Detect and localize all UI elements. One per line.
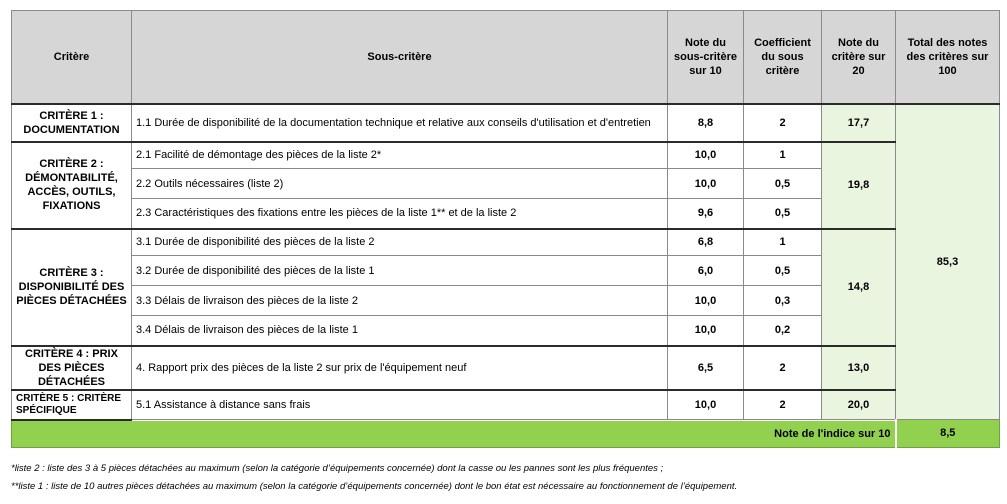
header-coefficient: Coefficient du sous critère (744, 11, 822, 104)
criterion-3-note: 14,8 (822, 229, 896, 346)
sub-criterion-note: 6,8 (668, 229, 744, 256)
sub-criterion-note: 6,0 (668, 256, 744, 286)
sub-criterion-label: 3.3 Délais de livraison des pièces de la liste 2 (132, 286, 668, 316)
sub-criterion-label: 5.1 Assistance à distance sans frais (132, 390, 668, 420)
sub-criterion-label: 2.3 Caractéristiques des fixations entre les pièces de la liste 1** et de la liste 2 (132, 199, 668, 229)
sub-criterion-coef: 1 (744, 142, 822, 169)
sub-criterion-note: 8,8 (668, 104, 744, 142)
criterion-2-name: CRITÈRE 2 : DÉMONTABILITÉ, ACCÈS, OUTILS, FIXATIONS (12, 142, 132, 229)
sub-criterion-note: 10,0 (668, 142, 744, 169)
criterion-2-note: 19,8 (822, 142, 896, 229)
sub-criterion-coef: 0,5 (744, 199, 822, 229)
criterion-1-note: 17,7 (822, 104, 896, 142)
sub-criterion-label: 3.2 Durée de disponibilité des pièces de la liste 1 (132, 256, 668, 286)
table-row (12, 229, 1000, 256)
sub-criterion-coef: 2 (744, 390, 822, 420)
table-row (12, 346, 1000, 390)
sub-criterion-coef: 0,5 (744, 169, 822, 199)
total-notes-value: 85,3 (896, 104, 1000, 420)
footnote-liste-2: *liste 2 : liste des 3 à 5 pièces détachées au maximum (selon la catégorie d’équipements concernée) dont la casse ou les pannes sont les plus fréquentes ; (11, 463, 664, 474)
sub-criterion-coef: 0,2 (744, 316, 822, 346)
footnotes (11, 460, 1001, 496)
sub-criterion-coef: 2 (744, 346, 822, 390)
sub-criterion-label: 1.1 Durée de disponibilité de la documentation technique et relative aux conseils d'utilisation et d'entretien (132, 104, 668, 142)
header-sous-critere: Sous-critère (132, 11, 668, 104)
index-label: Note de l'indice sur 10 (12, 420, 896, 448)
table-row (12, 104, 1000, 142)
header-row (12, 11, 1000, 104)
sub-criterion-coef: 1 (744, 229, 822, 256)
criterion-1-name: CRITÈRE 1 : DOCUMENTATION (12, 104, 132, 142)
criterion-5-name: CRITÈRE 5 : CRITÈRE SPÉCIFIQUE (12, 390, 132, 420)
sub-criterion-note: 6,5 (668, 346, 744, 390)
sub-criterion-coef: 0,3 (744, 286, 822, 316)
table-row (12, 390, 1000, 420)
sub-criterion-label: 2.1 Facilité de démontage des pièces de la liste 2* (132, 142, 668, 169)
header-note-sous-critere: Note du sous-critère sur 10 (668, 11, 744, 104)
sub-criterion-label: 4. Rapport prix des pièces de la liste 2 sur prix de l'équipement neuf (132, 346, 668, 390)
header-note-critere: Note du critère sur 20 (822, 11, 896, 104)
sub-criterion-note: 10,0 (668, 169, 744, 199)
sub-criterion-note: 10,0 (668, 316, 744, 346)
sub-criterion-note: 9,6 (668, 199, 744, 229)
score-table (11, 10, 1000, 448)
sub-criterion-coef: 2 (744, 104, 822, 142)
sub-criterion-label: 3.4 Délais de livraison des pièces de la liste 1 (132, 316, 668, 346)
sub-criterion-note: 10,0 (668, 390, 744, 420)
criterion-3-name: CRITÈRE 3 : DISPONIBILITÉ DES PIÈCES DÉTACHÉES (12, 229, 132, 346)
sub-criterion-coef: 0,5 (744, 256, 822, 286)
footnote-liste-1: **liste 1 : liste de 10 autres pièces détachées au maximum (selon la catégorie d’équipements concernée) dont le bon état est nécessaire au fonctionnement de l’équipement. (11, 481, 738, 492)
sub-criterion-label: 2.2 Outils nécessaires (liste 2) (132, 169, 668, 199)
index-value: 8,5 (896, 420, 1000, 448)
sub-criterion-label: 3.1 Durée de disponibilité des pièces de la liste 2 (132, 229, 668, 256)
criterion-4-note: 13,0 (822, 346, 896, 390)
criterion-4-name: CRITÈRE 4 : PRIX DES PIÈCES DÉTACHÉES (12, 346, 132, 390)
table-row (12, 142, 1000, 169)
sub-criterion-note: 10,0 (668, 286, 744, 316)
header-total: Total des notes des critères sur 100 (896, 11, 1000, 104)
header-critere: Critère (12, 11, 132, 104)
index-row (12, 420, 1000, 448)
criterion-5-note: 20,0 (822, 390, 896, 420)
